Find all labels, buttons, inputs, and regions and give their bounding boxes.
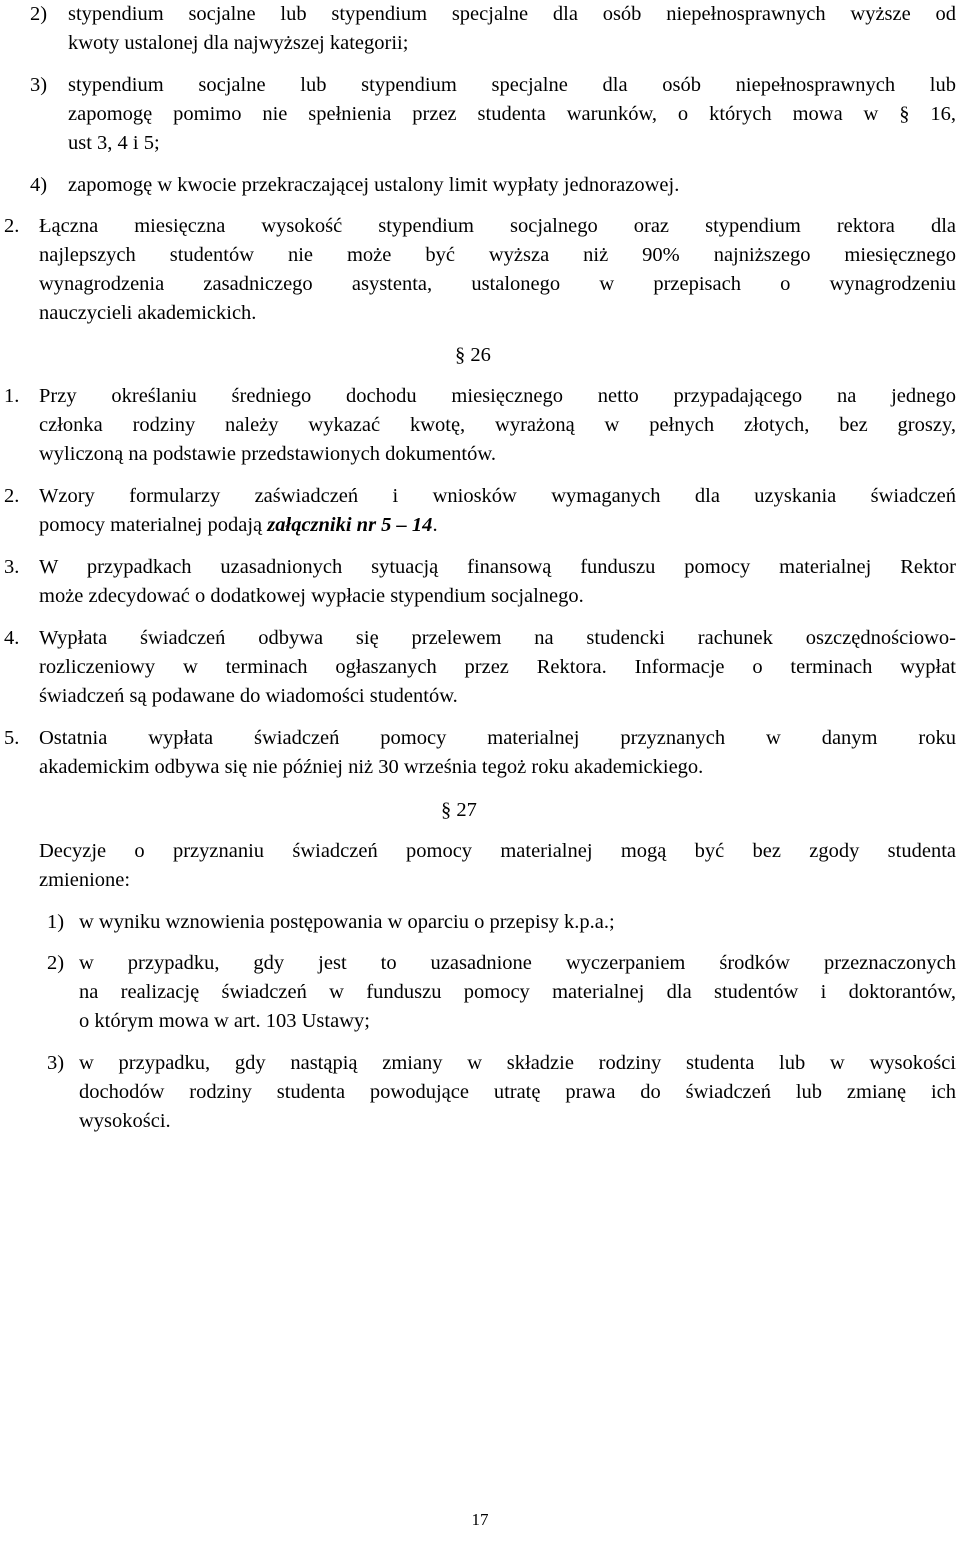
text-line: Łączna miesięczna wysokość stypendium socjalnego oraz stypendium rektora dla: [39, 215, 956, 237]
paragraph-number: 3.: [4, 556, 20, 578]
s27-item-3: [47, 1049, 956, 1136]
list-item-number: 2): [30, 3, 48, 25]
text-span: pomocy materialnej podają: [39, 514, 268, 536]
list-item-2: [30, 0, 956, 58]
text-line: Ostatnia wypłata świadczeń pomocy materialnej przyznanych w danym roku: [39, 727, 956, 749]
text-line: [39, 511, 956, 540]
s27-intro: [39, 837, 956, 895]
paragraph-number: 4.: [4, 627, 20, 649]
text-line: w przypadku, gdy nastąpią zmiany w składzie rodziny studenta lub w wysokości: [79, 1052, 956, 1074]
list-item-number: 2): [47, 952, 65, 974]
section-heading-26: § 26: [455, 344, 491, 366]
text-line: członka rodziny należy wykazać kwotę, wyrażoną w pełnych złotych, bez groszy,: [39, 414, 956, 436]
text-line: zapomogę w kwocie przekraczającej ustalony limit wypłaty jednorazowej.: [68, 174, 680, 196]
text-line: nauczycieli akademickich.: [39, 302, 257, 324]
list-item-number: 3): [47, 1052, 65, 1074]
paragraph-2: [4, 212, 956, 328]
s26-paragraph-1: [4, 382, 956, 469]
text-line: zapomogę pomimo nie spełnienia przez studenta warunków, o których mowa w § 16,: [68, 103, 956, 125]
attachment-reference: załączniki nr 5 – 14: [267, 514, 433, 536]
text-line: na realizację świadczeń w funduszu pomocy materialnej dla studentów i doktorantów,: [79, 981, 956, 1003]
text-line: wyliczoną na podstawie przedstawionych dokumentów.: [39, 443, 496, 465]
s26-paragraph-3: [4, 553, 956, 611]
text-line: w przypadku, gdy jest to uzasadnione wyczerpaniem środków przeznaczonych: [79, 952, 956, 974]
section-heading-27: § 27: [441, 799, 477, 821]
text-line: rozliczeniowy w terminach ogłaszanych przez Rektora. Informacje o terminach wypłat: [39, 656, 956, 678]
text-line: zmienione:: [39, 869, 131, 891]
text-line: stypendium socjalne lub stypendium specjalne dla osób niepełnosprawnych wyższe od: [68, 3, 956, 25]
paragraph-number: 2.: [4, 215, 20, 237]
s27-item-2: [47, 949, 956, 1036]
text-line: kwoty ustalonej dla najwyższej kategorii;: [68, 32, 409, 54]
text-line: Decyzje o przyznaniu świadczeń pomocy materialnej mogą być bez zgody studenta: [39, 840, 956, 862]
page-number: 17: [471, 1510, 489, 1529]
text-line: W przypadkach uzasadnionych sytuacją finansową funduszu pomocy materialnej Rektor: [39, 556, 956, 578]
text-line: akademickim odbywa się nie później niż 30 września tegoż roku akademickiego.: [39, 756, 704, 778]
text-line: świadczeń są podawane do wiadomości studentów.: [39, 685, 458, 707]
s26-paragraph-5: [4, 724, 956, 782]
list-item-number: 4): [30, 174, 48, 196]
text-line: wysokości.: [79, 1110, 171, 1132]
text-line: Wypłata świadczeń odbywa się przelewem na studencki rachunek oszczędnościowo-: [39, 627, 956, 649]
text-line: stypendium socjalne lub stypendium specjalne dla osób niepełnosprawnych lub: [68, 74, 956, 96]
text-line: najlepszych studentów nie może być wyższa niż 90% najniższego miesięcznego: [39, 244, 956, 266]
text-line: ust 3, 4 i 5;: [68, 132, 160, 154]
text-line: w wyniku wznowienia postępowania w oparciu o przepisy k.p.a.;: [79, 911, 615, 933]
text-line: może zdecydować o dodatkowej wypłacie stypendium socjalnego.: [39, 585, 584, 607]
paragraph-number: 2.: [4, 485, 20, 507]
text-line: Przy określaniu średniego dochodu miesięcznego netto przypadającego na jednego: [39, 385, 956, 407]
text-span: .: [432, 514, 438, 536]
text-line: o którym mowa w art. 103 Ustawy;: [79, 1010, 370, 1032]
list-item-4: [30, 171, 956, 200]
list-item-3: [30, 71, 956, 158]
s26-paragraph-2: [4, 482, 956, 540]
list-item-number: 3): [30, 74, 48, 96]
paragraph-number: 1.: [4, 385, 20, 407]
s27-item-1: [47, 908, 956, 937]
s26-paragraph-4: [4, 624, 956, 711]
list-item-number: 1): [47, 911, 65, 933]
paragraph-number: 5.: [4, 727, 20, 749]
text-line: Wzory formularzy zaświadczeń i wniosków wymaganych dla uzyskania świadczeń: [39, 485, 956, 507]
text-line: wynagrodzenia zasadniczego asystenta, ustalonego w przepisach o wynagrodzeniu: [39, 273, 956, 295]
text-line: dochodów rodziny studenta powodujące utratę prawa do świadczeń lub zmianę ich: [79, 1081, 956, 1103]
